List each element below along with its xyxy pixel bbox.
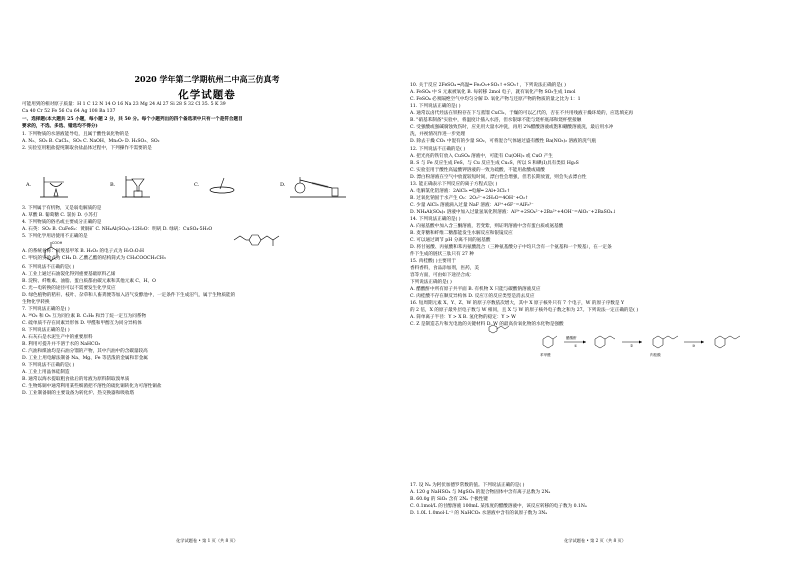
question-line: 4. 下列物质的俗名或主要成分正确的是 [22,220,102,225]
question-line: D. NH₄Al(SO₄)₂ 溶液中加入过量氢氧化钡溶液：Al³⁺+2SO₄²⁻+2Ba²⁺+4OH⁻=AlO₂⁻+2BaSO₄↓ [410,210,617,215]
question-line: 洗，并视情况作进一步处理 [410,132,466,137]
scheme-label: 苯甲醛 [540,353,551,357]
question-line: D. 工业上用电解法制备 Na、Mg、Fe 等活泼的金属和非金属 [22,356,148,361]
question-line: D. 绿色植物的秸秆、枝叶、杂草和人畜粪便等加入沼气发酵池中，一定条件下生成沼气，属于生物质能的 [22,293,236,298]
question-line: B. S 与 Fe 反应生成 FeS，与 Cu 反应生成 Cu₂S，所以 S 和碘(Ⅰ)具有类似 Hg₂S [410,161,579,166]
apparatus-row [22,174,392,198]
question-line: A. 石英：SO₂ B. CuFeS₂：黄铜矿 C. NH₄Al(SO₄)₂·12H₂O：明矾 D. 绿矾：CuSO₄·5H₂O [22,227,213,232]
question-line: 下列说法正确的是( ) [410,280,452,285]
atomic-masses [22,101,392,115]
subject-title: 化学试题卷 [178,89,236,101]
page-1-column [22,0,392,562]
section-1-heading [22,116,392,130]
page-footer: 化学试题卷 • 第 2 页（共 8 页） [564,538,626,543]
svg-text:COOH: COOH [52,241,63,245]
question-line: A. 120 g NaHSO₄ 与 MgSO₄ 的混合物固体中含有离子总数为 2Nₐ [410,490,551,495]
apparatus-label: A. [26,182,32,188]
section-line: 要求的，不选、多选、错选均不得分) [22,124,98,129]
question-5-options [22,248,392,262]
question-line: A. ¹⁶O₂ 和 O₃ 互为同位素 B. C₂H₆ 和异丁烷一定互为同系物 [22,314,147,319]
question-line: 香料香料，食品添加剂，医药，美 [410,266,479,271]
question-line: 17. 设 Nₐ 为阿伏加德罗常数的值。下列说法正确的是( ) [410,483,525,488]
question-line: 11. 下列说法正确的是( ) [410,104,461,109]
question-line: C. 少量 AlCl₃ 溶液滴入过量 NaF 溶液：Al³⁺+6F⁻=AlF₆³⁻ [410,203,534,208]
question-line: 15. 肉桂酸( )主要用于 [410,259,456,264]
question-line: A. 石灰石是水泥生产中的重要原料 [22,335,93,340]
question-17 [410,482,780,517]
question-line: 16. 短周期元素 X、Y、Z、W 的原子序数依次增大，其中 X 原子核外只有 7 个电子，W 的原子序数是 Y [410,301,624,306]
question-line: C. 汽油和煤油均是石油分馏的产物，其中汽油中的含碳量较高 [22,349,148,354]
cinnamic-acid-small-structure [488,324,510,334]
question-line: 3. 下列属于有机物，又是弱电解质的是 [22,206,102,211]
question-line: A. 把光亮的铁钉放入 CuSO₄ 溶液中，可能有 Cu(OH)₂ 或 CuO 产生 [410,154,553,159]
atomic-masses-line: 可能用到的相对原子质量：H 1 C 12 N 14 O 16 Na 23 Mg 24 Al 27 Si 28 S 32 Cl 35. 5 K 39 [22,102,226,107]
question-line: 2. 实验室用粗盐提纯制取食盐晶体过程中，下列操作不需要的是 [22,146,152,151]
page-2-column [410,0,780,562]
question-line: D. 1.0L 1.0mol·L⁻¹ 的 NaHCO₃ 水溶液中含有的氧原子数为 3Nₐ [410,511,548,516]
question-line: A. FeSO₄ 中 S 元素被氧化 B. 每转移 2mol 电子，就有氧化产物 SO₃生成 1mol [410,90,576,95]
question-line: C. 0.1mol/L 的甘醇溶液 100mL 某浓度的醋酸溶液中，该反应转移的电子数为 0.1Nₐ [410,504,587,509]
question-line: C. 肉桂酸不存在顺反异构体 D. 反应③的反应类型是消去反应 [410,294,535,299]
hydrocarbon-skeleton-image [232,231,294,249]
scheme-label: ① [574,344,578,348]
question-line: 14. 下列说法正确的是( ) [410,217,461,222]
question-line: C. 受强酸或强碱腐蚀致伤时，应先用大量水冲洗，再用 2%醋酸溶液或饱和硼酸溶液洗，最后用水冲 [410,125,614,130]
question-line: D. 将甘氨酸、丙氨酸和苯丙氨酸混合（三种氨基酸分子中均只含有一个氨基和一个羧基），在一定条 [410,245,612,250]
question-line: C. 生物炼铜中通常利用某些细菌把不溶性的硫化铜转化为可溶性铜盐 [22,384,162,389]
question-line: D. 除去干燥 CO₂ 中混有的少量 SO₂，可将混合气体通过盛有酸性 Ba(NO₃)₂ 溶液的洗气瓶 [410,139,597,144]
evaporating-dish-stand-image [34,174,74,198]
scheme-label: 肉桂酸 [650,353,661,357]
questions-3-5 [22,205,392,240]
question-line: A. 简单离子半径：Y > X B. 氢化物的稳定：Y > W [410,315,516,320]
question-line: B. 通常以海水提取粗食盐后的母液为原料制取溴单质 [22,377,130,382]
question-line: C. 可以通过调节 pH 分离不同的氨基酸 [410,238,491,243]
watch-glass-image [202,174,242,198]
question-line: 容等方面，可由如下途径合成： [410,273,475,278]
question-line: B. 过氧化钠固于水产生 O₂：2O₂²⁻+2H₂O=4OH⁻+O₂↑ [410,196,529,201]
question-line: 的 2 倍，X 的原子最外层电子数与 W 相同，且 X 与 W 的原子核外电子数之和为 27。下列说法一定正确的是( ) [410,308,639,313]
questions-1-2 [22,131,392,152]
page-footer: 化学试题卷 • 第 1 页（共 8 页） [176,538,238,543]
scheme-label: 醋酸酐 [566,336,577,340]
question-line: B. 麦芽糖和纤维二糖都能发生水解反应和银镜反应 [410,231,513,236]
scheme-label: ③ [692,344,696,348]
question-line: 13. 能正确表示下列反应的离子方程式是( ) [410,182,498,187]
question-line: 件下生成的链状三肽只有 27 种 [410,252,474,257]
question-line: B. 利用可提升并不溶于水的 NaHCO₃ [22,342,101,347]
option-line: C. 甲烷的实验式为 CH₄ D. 乙酸乙酯的结构简式为 CH₃COOCH₂CH₃ [22,256,166,261]
question-line: A. 工业上通过石油裂化得到重要基础原料乙烯 [22,272,116,277]
question-line: D. 工业制备铜的主要设备为转化炉、热交换器和吸收塔 [22,391,135,396]
question-line: C. FeSO₄ 必须隔绝空气中均匀分解 D. 氧化产物与还原产物的物质的量之比为 1：1 [410,97,581,102]
questions-6-9 [22,264,392,397]
question-line: 6. 下列说法不正确的是( ) [22,265,75,270]
question-line: 12. 下列说法不正确的是( ) [410,147,466,152]
synthesis-scheme-image [538,330,780,360]
question-line: A. 草酸 B. 葡萄糖 C. 氯仿 D. 小苏打 [22,213,98,218]
question-line: A. 电解氯化铝溶液：2AlCl₃ ═电解═ 2Al+3Cl₂↑ [410,189,511,194]
apparatus-label: B. [110,182,116,188]
question-line: B. 60.0g 的 SiO₂ 含有 2Nₐ 个极性键 [410,497,488,502]
question-line: A. N₂、SO₂ B. CaCl₂、SO₃ C. NaOH、Mn₂O₇ D. H₂SO₃、SO₂ [22,139,160,144]
question-line: B. "硝基苯制备"实验中，将温度计插入水浴，但水银球不能与烧杯底部和烧杯壁接触 [410,118,582,123]
question-line: B. 淀粉、纤维素、油脂、蛋白质都由碳元素和其他元素 C、H、O [22,279,156,284]
apparatus-label: D. [280,182,286,188]
distillation-setup-image [288,174,348,198]
question-line: C. 实验室用于酸性高锰酸钾溶液的一致为硫酸，不能用盐酸或硝酸 [410,168,545,173]
question-line: 5. 下列化学用语使用不正确的是 [22,234,88,239]
question-line: C. Z 是制造芯片和光电池的关键材料 D. W 的最高价氧化物的水化物是强酸 [410,322,564,327]
questions-12-16 [410,146,780,349]
question-line: 10. 关于反应 2FeSO₄ ═高温═ Fe₂O₃+SO₂↑+SO₃↑，下列说法正确的是( ) [410,83,566,88]
section-line: 一、选择题(本大题共 25 小题，每小题 2 分，共 50 分。每个小题列出的四个备选项中只有一个是符合题目 [22,117,243,122]
question-line: 1. 下列物质的水溶液能导电，且属于酸性氧化物的是 [22,132,129,137]
questions-10-11 [410,82,780,145]
question-line: A. 工业上用晶体硅制造 [22,370,70,375]
question-line: 7. 下列说法正确的是( ) [22,307,70,312]
question-line: C. 光—电转换的途径可以不需要发生化学反应 [22,286,116,291]
question-line: A. 向氨基酸中加入含三酮溶液，若变紫，则证明溶液中含有蛋白质或氨基酸 [410,224,564,229]
scheme-label: ② [630,344,634,348]
question-line: C. 硫单质不存在同素异形体 D. 甲醛和甲醇互为同分异构体 [22,321,142,326]
exam-title: 2020 学年第二学期杭州二中高三仿真考 [134,74,280,84]
question-line: A. 通常以卤代烃法在铁粉存在下与蒸馏 CuCl₂，于燥的可以乙代的，否在不共用残液干燥环境的，应选填充再 [410,111,634,116]
question-line: A. 醋酸酐中所有原子共平面 B. 有机物 X 只能与碳酸钠溶液反应 [410,287,541,292]
question-line: 生物化学转换 [22,300,50,305]
question-line: 9. 下列说法不正确的是( ) [22,363,75,368]
question-line: D. 漂白粉溶液在空气中放置较短时间，漂白性会增强，但若长期放置，则会失去漂白性 [410,175,587,180]
atomic-masses-line: Ca 40 Cr 52 Fe 56 Cu 64 Ag 108 Ba 137 [22,109,116,114]
filtration-setup-image [118,174,158,198]
option-line: A. 的系统名称：间羧基甲苯 B. H₂O₂ 的电子式为 H:Ö:Ö:H [22,249,145,254]
apparatus-label: C. [194,182,200,188]
question-line: 8. 下列说法正确的是( ) [22,328,70,333]
